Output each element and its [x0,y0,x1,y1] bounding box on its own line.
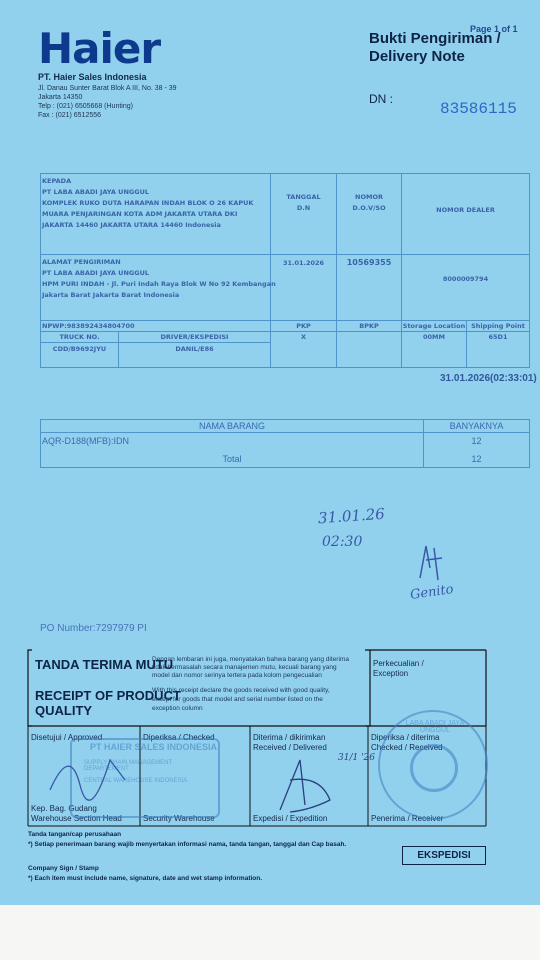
alamat-label: ALAMAT PENGIRIMAN [42,258,121,266]
receipt-title-line: QUALITY [35,703,93,718]
npwp: NPWP:983892434804700 [42,322,135,330]
company-fax: Fax : (021) 6512556 [38,112,102,119]
total-label: Total [222,454,242,464]
document-title-line: Delivery Note [369,48,465,65]
kepada-line: PT LABA ABADI JAYA UNGGUL [42,188,149,196]
approved-label: Disetujui / Approved [31,733,103,742]
truck-label: TRUCK NO. [59,333,100,341]
truck-value: CDD/B9692JYU [52,345,107,353]
receipt-text-line: exception column [152,705,203,712]
storage-location-label: Storage Location [402,322,466,330]
pkp-value: X [300,333,306,341]
dn-number: 83586115 [440,100,517,118]
company-address-line: Jakarta 14350 [38,94,83,101]
bpkp-label: BPKP [359,322,379,330]
tanda-terima-text-line: tidak bermasalah secara manajemen mutu, kecuali barang yang [152,664,337,671]
receipt-text-line: except for goods that model and serial number listed on the [152,696,323,703]
sign-title: Tanda tangan/cap perusahaan [28,831,122,838]
stamp-text: LABA ABADI JAYA UNGGUL [405,720,465,734]
delivered-label: Diterima / dikirimkan [253,733,326,742]
nomor-value: 10569355 [346,258,392,267]
stamp-line: CENTRAL WAREHOUSE INDONESIA [84,778,188,784]
total-qty: 12 [471,454,482,464]
exception-label: Perkecualian / [373,659,424,668]
laba-abadi-stamp [378,710,488,820]
nomor-sub: D.O.V/SO [352,204,386,212]
tanggal-label: TANGGAL [286,193,321,201]
warehouse-head-label: Warehouse Section Head [31,814,122,823]
kepada-line: KOMPLEK RUKO DUTA HARAPAN INDAH BLOK O 26 KAPUK [42,199,254,207]
po-number: PO Number:7297979 PI [40,623,147,634]
page-number: Page 1 of 1 [470,24,518,34]
pkp-label: PKP [296,322,311,330]
company-sign-note: *) Each item must include name, signature, date and wet stamp information. [28,875,263,882]
driver-label: DRIVER/EKSPEDISI [160,333,229,341]
driver-value: DANIL/E86 [175,345,214,353]
receiver-check-label: Diperiksa / diterima [371,733,440,742]
svg-text:31/1 '26: 31/1 '26 [338,753,375,763]
exception-label: Exception [373,669,409,678]
receiver-label: Penerima / Receiver [371,814,444,823]
tanggal-sub: D.N [296,204,311,212]
kepada-line: JAKARTA 14460 JAKARTA UTARA 14460 Indonesia [42,221,221,229]
receipt-text-line: With this receipt declare the goods received with good quality, [152,687,330,694]
document-title-line: Bukti Pengiriman / [369,30,501,47]
company-sign-title: Company Sign / Stamp [28,865,99,872]
approved-signature [40,740,140,800]
handwritten-date: 31.01.26 [317,504,386,528]
delivered-signature [260,750,375,820]
tanda-terima-title: TANDA TERIMA MUTU [35,657,174,672]
item-name: AQR-D188(MFB):IDN [42,436,130,446]
receiver-signature-scribble [412,538,452,588]
alamat-line: HPM PURI INDAH - Jl. Puri Indah Raya Blok W No 92 Kembangan [42,280,276,288]
security-warehouse-label: Security Warehouse [143,814,215,823]
sign-note: *) Setiap penerimaan barang wajib menyertakan informasi nama, tanda tangan, tanggal dan Cap basah. [28,841,347,848]
company-address-line: Jl. Danau Sunter Barat Blok A III, No. 38 - 39 [38,85,177,92]
shipping-point-value: 65D1 [488,333,508,341]
kepada-label: KEPADA [42,177,72,185]
alamat-line: Jakarta Barat Jakarta Barat Indonesia [42,291,180,299]
dn-label: DN : [369,92,393,106]
handwritten-name: Genito [409,582,455,603]
document-title [369,30,519,66]
company-phone: Telp : (021) 6505668 (Hunting) [38,103,133,110]
item-qty-header: BANYAKNYA [449,421,504,431]
delivered-label: Received / Delivered [253,743,327,752]
checked-label: Diperiksa / Checked [143,733,215,742]
dealer-value: 8000009794 [442,275,489,283]
kepada-line: MUARA PENJARINGAN KOTA ADM JAKARTA UTARA DKI [42,210,238,218]
haier-logo: Haier [38,24,161,73]
shipping-point-label: Shipping Point [471,322,525,330]
receipt-title-line: RECEIPT OF PRODUCT [35,688,181,703]
company-name: PT. Haier Sales Indonesia [38,72,147,82]
receiver-check-label: Checked / Received [371,743,443,752]
item-qty: 12 [471,436,482,446]
tanggal-value: 31.01.2026 [282,259,325,267]
expedition-label: Expedisi / Expedition [253,814,328,823]
item-name-header: NAMA BARANG [198,421,265,431]
warehouse-head-label: Kep. Bag. Gudang [31,804,97,813]
handwritten-time: 02:30 [322,534,363,550]
print-timestamp: 31.01.2026(02:33:01) [440,373,537,384]
ekspedisi-copy-label: EKSPEDISI [402,846,486,865]
tanda-terima-text-line: Dengan lembaran ini juga, menyatakan bahwa barang yang diterima [152,656,349,663]
alamat-line: PT LABA ABADI JAYA UNGGUL [42,269,149,277]
storage-location-value: 00MM [423,333,445,341]
dealer-label: NOMOR DEALER [436,206,495,214]
stamp-line: SUPPLY CHAIN MANAGEMENT DEPARTEMENT [84,760,173,772]
nomor-label: NOMOR [355,193,383,201]
stamp-line: PT HAIER SALES INDONESIA [90,742,218,752]
tanda-terima-text-line: model dan nomor serinya tertera pada kolom pengecualian [152,672,322,679]
